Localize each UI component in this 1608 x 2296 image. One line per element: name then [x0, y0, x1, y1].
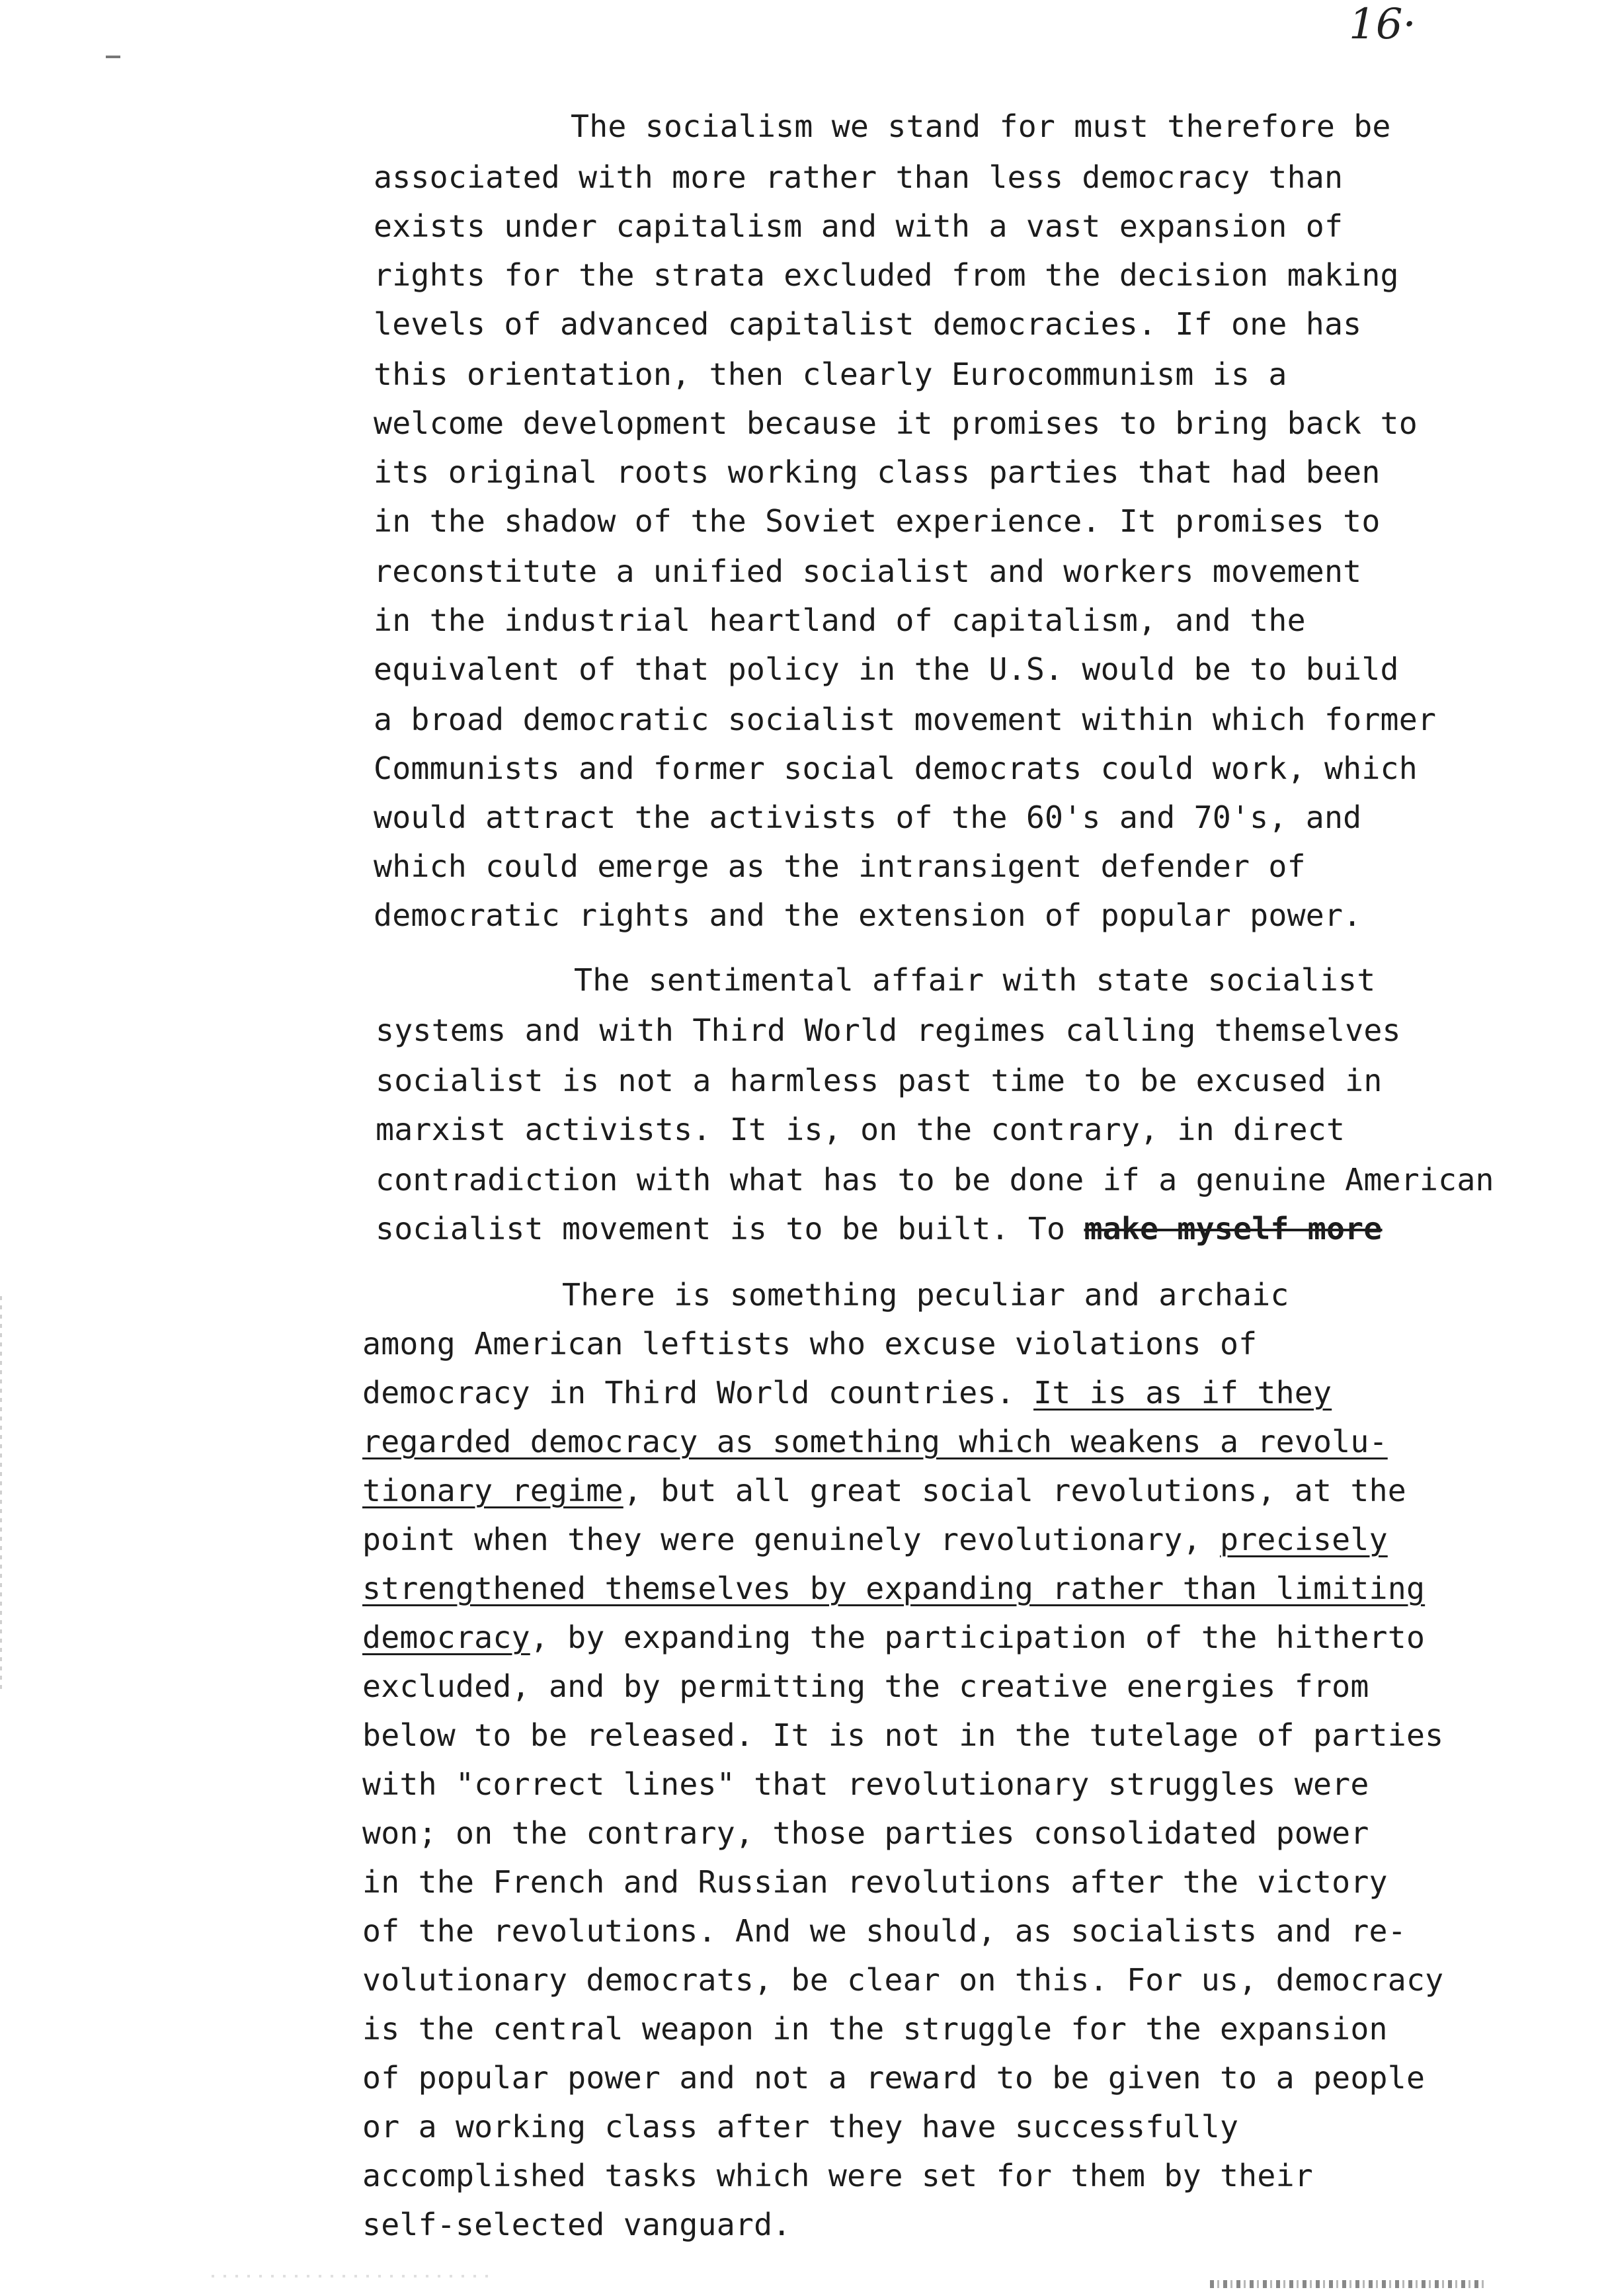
text-segment: , but all great social revolutions, at the — [623, 1473, 1406, 1508]
underlined-text: strengthened themselves by expanding rather than limiting — [362, 1571, 1426, 1606]
text-line: in the French and Russian revolutions after the victory — [362, 1864, 1388, 1900]
text-line: contradiction with what has to be done if a genuine American — [376, 1162, 1494, 1198]
text-line: The socialism we stand for must therefore be — [571, 108, 1391, 144]
underlined-text: precisely — [1220, 1522, 1388, 1557]
text-line: equivalent of that policy in the U.S. would be to build — [374, 651, 1399, 687]
underlined-text: democracy — [362, 1620, 530, 1655]
text-line: systems and with Third World regimes calling themselves — [376, 1012, 1401, 1048]
scan-noise — [212, 2275, 489, 2277]
text-line — [362, 1619, 1425, 1656]
text-line: self-selected vanguard. — [362, 2207, 791, 2242]
text-line: volutionary democrats, be clear on this. For us, democracy — [362, 1962, 1444, 1998]
text-segment: , by expanding the participation of the hitherto — [530, 1620, 1426, 1655]
text-line: accomplished tasks which were set for them by their — [362, 2158, 1313, 2194]
text-line: of the revolutions. And we should, as socialists and re- — [362, 1913, 1406, 1949]
text-line: marxist activists. It is, on the contrary, in direct — [376, 1112, 1346, 1147]
text-line — [362, 1521, 1388, 1558]
text-line: excluded, and by permitting the creative energies from — [362, 1668, 1369, 1704]
text-line: The sentimental affair with state socialist — [574, 962, 1376, 998]
text-line: in the shadow of the Soviet experience. It promises to — [374, 503, 1381, 539]
text-line: democratic rights and the extension of popular power. — [374, 897, 1362, 933]
text-segment: point when they were genuinely revolutionary, — [362, 1522, 1220, 1557]
margin-mark — [106, 56, 120, 58]
text-line: among American leftists who excuse violations of — [362, 1326, 1258, 1362]
underlined-text: It is as if they — [1033, 1375, 1332, 1411]
text-line: which could emerge as the intransigent defender of — [374, 848, 1306, 884]
text-line: of popular power and not a reward to be given to a people — [362, 2060, 1426, 2096]
text-line: socialist is not a harmless past time to be excused in — [376, 1063, 1383, 1098]
text-line: exists under capitalism and with a vast expansion of — [374, 208, 1344, 244]
page-number: 16· — [1349, 0, 1416, 49]
text-line: is the central weapon in the struggle for the expansion — [362, 2011, 1388, 2047]
text-line: this orientation, then clearly Eurocommunism is a — [374, 356, 1287, 392]
text-line — [376, 1210, 1383, 1247]
text-line: levels of advanced capitalist democracies. If one has — [374, 306, 1362, 342]
scan-edge-artifact — [0, 1296, 2, 1693]
text-line: associated with more rather than less democracy than — [374, 159, 1344, 195]
underlined-text: regarded democracy as something which weakens a revolu- — [362, 1424, 1388, 1459]
text-line: a broad democratic socialist movement within which former — [374, 702, 1437, 737]
text-line — [362, 1423, 1388, 1460]
scan-noise — [1210, 2280, 1488, 2288]
text-line: reconstitute a unified socialist and workers movement — [374, 554, 1362, 589]
text-line — [362, 1472, 1406, 1509]
struck-out-text: make myself more — [1084, 1211, 1383, 1247]
text-line — [362, 1374, 1332, 1411]
text-line: won; on the contrary, those parties consolidated power — [362, 1815, 1369, 1851]
text-line: Communists and former social democrats could work, which — [374, 751, 1418, 786]
text-line: its original roots working class parties that had been — [374, 454, 1381, 490]
text-segment: socialist movement is to be built. To — [376, 1211, 1084, 1247]
text-line: would attract the activists of the 60's and 70's, and — [374, 800, 1362, 835]
text-line: There is something peculiar and archaic — [562, 1277, 1289, 1313]
text-line: or a working class after they have successfully — [362, 2109, 1239, 2145]
text-line: rights for the strata excluded from the decision making — [374, 257, 1399, 293]
text-segment: democracy in Third World countries. — [362, 1375, 1034, 1411]
text-line: in the industrial heartland of capitalism, and the — [374, 602, 1306, 638]
text-line: with "correct lines" that revolutionary struggles were — [362, 1766, 1369, 1802]
text-line: below to be released. It is not in the tutelage of parties — [362, 1717, 1444, 1753]
underlined-text: tionary regime — [362, 1473, 623, 1508]
text-line — [362, 1570, 1425, 1607]
text-line: welcome development because it promises to bring back to — [374, 405, 1418, 441]
